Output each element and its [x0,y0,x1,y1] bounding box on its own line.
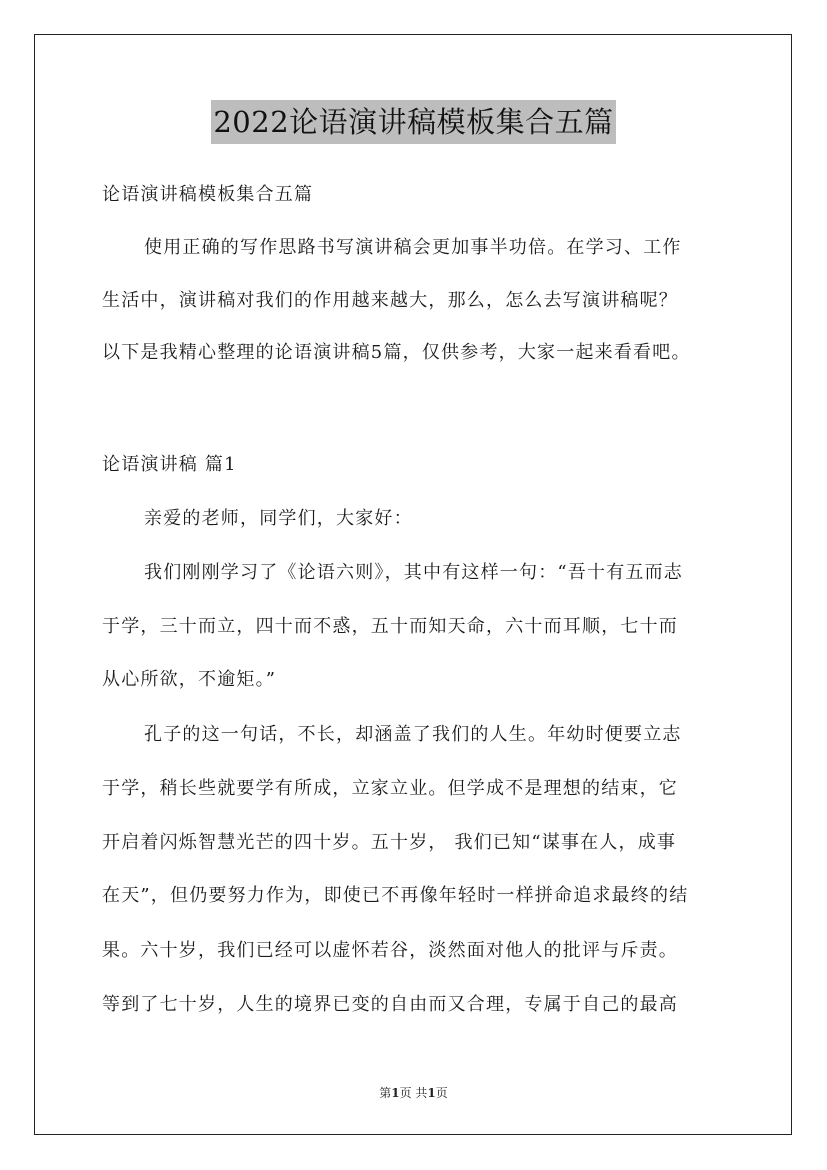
subtitle: 论语演讲稿模板集合五篇 [102,184,314,205]
paragraph-line: 从心所欲，不逾矩。” [102,669,277,690]
paragraph-line: 我们刚刚学习了《论语六则》，其中有这样一句：“吾十有五而志 [144,562,683,583]
title-container [0,100,827,144]
paragraph-line: 等到了七十岁，人生的境界已变的自由而又合理，专属于自己的最高 [102,994,678,1015]
page-footer [0,1084,827,1101]
page-number: 1 [391,1086,400,1100]
paragraph-line: 在天”，但仍要努力作为，即使已不再像年轻时一样拼命追求最终的结 [102,885,689,906]
greeting-line: 亲爱的老师，同学们，大家好： [144,508,413,529]
page-label-suffix: 页 [435,1086,448,1100]
intro-line: 使用正确的写作思路书写演讲稿会更加事半功倍。在学习、工作 [144,237,682,258]
page-label-prefix: 第 [379,1086,392,1100]
page-label-mid: 页 共 [399,1086,428,1100]
paragraph-line: 果。六十岁，我们已经可以虚怀若谷，淡然面对他人的批评与斥责。 [102,940,678,961]
intro-line: 以下是我精心整理的论语演讲稿5篇，仅供参考，大家一起来看看吧。 [102,342,691,363]
paragraph-line: 开启着闪烁智慧光芒的四十岁。五十岁， 我们已知“谋事在人，成事 [102,832,677,853]
paragraph-line: 于学，三十而立，四十而不惑，五十而知天命，六十而耳顺，七十而 [102,616,678,637]
intro-line: 生活中，演讲稿对我们的作用越来越大，那么，怎么去写演讲稿呢？ [102,290,678,311]
document-title: 2022论语演讲稿模板集合五篇 [211,100,615,144]
section-heading: 论语演讲稿 篇1 [102,454,237,475]
page-total: 1 [427,1086,436,1100]
paragraph-line: 于学，稍长些就要学有所成，立家立业。但学成不是理想的结束，它 [102,778,678,799]
paragraph-line: 孔子的这一句话，不长，却涵盖了我们的人生。年幼时便要立志 [144,724,682,745]
